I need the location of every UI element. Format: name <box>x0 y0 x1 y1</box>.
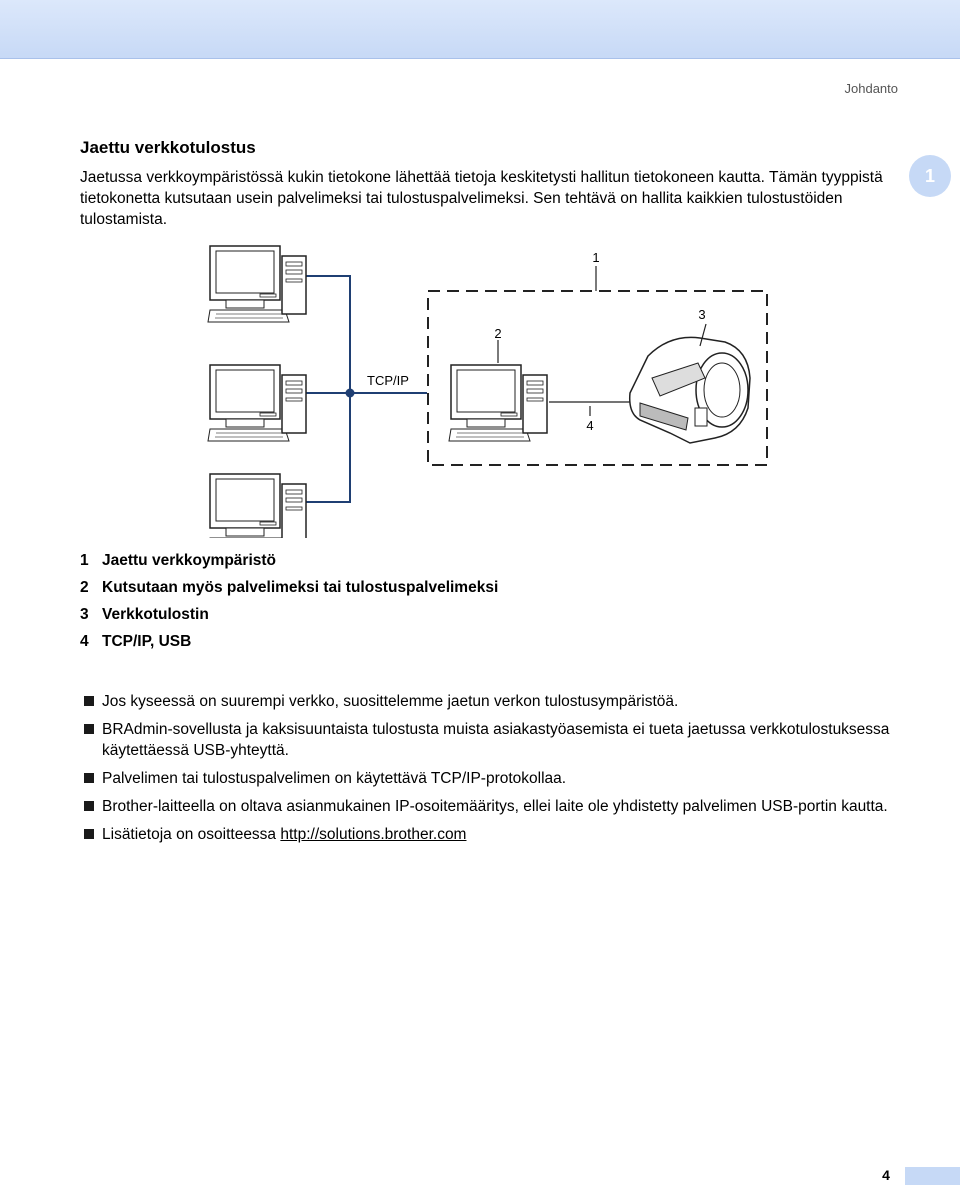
network-diagram <box>200 238 780 538</box>
diagram-label-4: 4 <box>586 418 594 433</box>
tcpip-label: TCP/IP <box>367 373 409 388</box>
note-item: Palvelimen tai tulostuspalvelimen on käytettävä TCP/IP-protokollaa. <box>84 768 914 789</box>
chapter-tab: 1 <box>909 155 951 197</box>
chapter-title: Johdanto <box>844 81 898 96</box>
label-printer <box>630 337 750 443</box>
diagram-label-2: 2 <box>494 326 502 341</box>
bullet-square-icon <box>84 724 94 734</box>
note-item: Jos kyseessä on suurempi verkko, suosittelemme jaetun verkon tulostusympäristöä. <box>84 691 914 712</box>
network-cable <box>305 276 350 502</box>
legend-item: 2 Kutsutaan myös palvelimeksi tai tulostuspalvelimeksi <box>80 579 499 596</box>
diagram-label-3: 3 <box>698 307 706 322</box>
client-computer-1 <box>208 246 306 322</box>
note-item: Brother-laitteella on oltava asianmukainen IP-osoitemääritys, ellei laite ole yhdistetty palvelimen USB-portin kautta. <box>84 796 914 817</box>
legend-item: 1 Jaettu verkkoympäristö <box>80 552 277 569</box>
client-computer-3 <box>208 474 306 538</box>
bullet-square-icon <box>84 829 94 839</box>
bullet-square-icon <box>84 696 94 706</box>
server-computer <box>449 365 547 441</box>
legend-item: 3 Verkkotulostin <box>80 606 209 623</box>
diagram-legend <box>80 552 498 660</box>
page-number-bar <box>905 1167 960 1185</box>
section-heading: Jaettu verkkotulostus <box>80 138 256 157</box>
solutions-link[interactable]: http://solutions.brother.com <box>280 826 467 843</box>
network-node <box>346 389 355 398</box>
legend-item: 4 TCP/IP, USB <box>80 633 192 650</box>
diagram-label-1: 1 <box>592 250 600 265</box>
note-item: Lisätietoja on osoitteessa http://solutions.brother.com <box>84 824 914 845</box>
note-item: BRAdmin-sovellusta ja kaksisuuntaista tulostusta muista asiakastyöasemista ei tueta jaetussa verkkotulostuksessa käytettäessä USB-yhteyttä. <box>84 719 914 761</box>
page-number: 4 <box>882 1167 890 1183</box>
header-band <box>0 0 960 59</box>
bullet-square-icon <box>84 773 94 783</box>
intro-paragraph: Jaetussa verkkoympäristössä kukin tietokone lähettää tietoja keskitetysti hallitun tietokoneen kautta. Tämän tyyppistä tietokonetta kutsutaan usein palvelimeksi tai tulostuspalvelimeksi. Sen tehtävä on hallita kaikkien tulostustöiden tulostamista. <box>80 169 883 228</box>
client-computer-2 <box>208 365 306 441</box>
notes-list <box>84 691 914 852</box>
bullet-square-icon <box>84 801 94 811</box>
